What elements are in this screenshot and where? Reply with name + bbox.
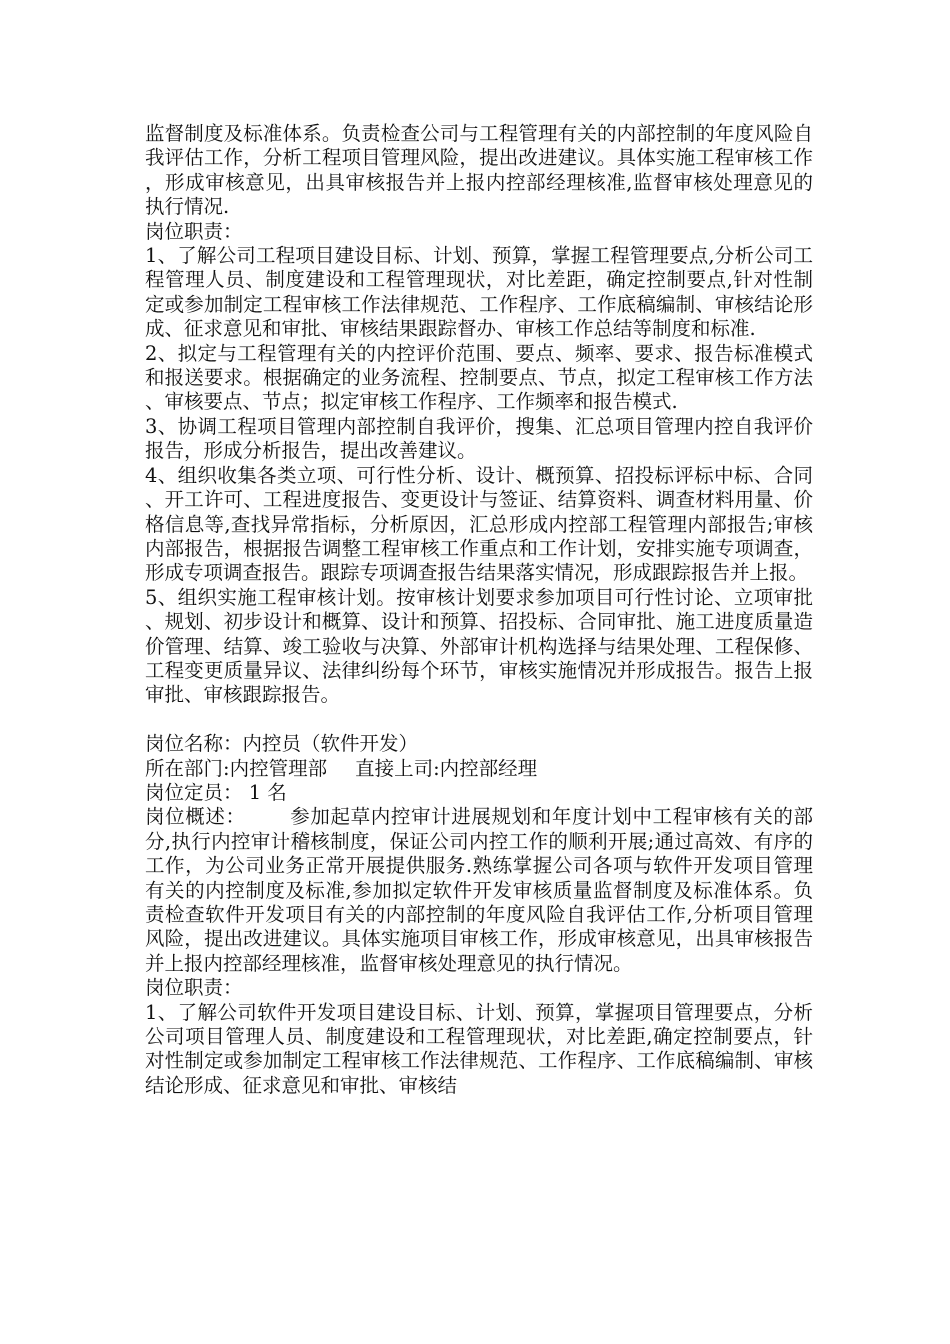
section1-duty-4: 4、组织收集各类立项、可行性分析、设计、概预算、招投标评标中标、合同、开工许可、工程进度报告、变更设计与签证、结算资料、调查材料用量、价格信息等,查找异常指标，分析原因，汇总形成内控部工程管理内部报告;审核内部报告，根据报告调整工程审核工作重点和工作计划，安排实施专项调查，形成专项调查报告。跟踪专项调查报告结果落实情况，形成跟踪报告并上报。 [145, 463, 813, 585]
section1-duty-3: 3、协调工程项目管理内部控制自我评价，搜集、汇总项目管理内控自我评价报告，形成分析报告，提出改善建议。 [145, 414, 813, 463]
job-summary [145, 805, 813, 976]
department-line [145, 757, 813, 781]
summary-text: 参加起草内控审计进展规划和年度计划中工程审核有关的部分,执行内控审计稽核制度，保证公司内控工作的顺利开展;通过高效、有序的工作，为公司业务正常开展提供服务.熟练掌握公司各项与软件开发项目管理有关的内控制度及标准,参加拟定软件开发审核质量监督制度及标准体系。负责检查软件开发项目有关的内部控制的年度风险自我评估工作,分析项目管理风险，提出改进建议。具体实施项目审核工作，形成审核意见，出具审核报告并上报内控部经理核准，监督审核处理意见的执行情况。 [145, 805, 813, 975]
section2-duty-1: 1、了解公司软件开发项目建设目标、计划、预算，掌握项目管理要点，分析公司项目管理人员、制度建设和工程管理现状，对比差距,确定控制要点，针对性制定或参加制定工程审核工作法律规范、工作程序、工作底稿编制、审核结论形成、征求意见和审批、审核结 [145, 1000, 813, 1097]
headcount-line: 岗位定员： 1 名 [145, 780, 287, 804]
summary-label: 岗位概述： [145, 805, 246, 829]
job-title-line: 岗位名称：内控员（软件开发） [145, 732, 419, 756]
blank-line [145, 708, 813, 732]
department-label: 所在部门:内控管理部 [145, 756, 328, 780]
section2-duties-label: 岗位职责： [145, 976, 243, 1000]
section1-duty-2: 2、拟定与工程管理有关的内控评价范围、要点、频率、要求、报告标准模式和报送要求。根据确定的业务流程、控制要点、节点，拟定工程审核工作方法、审核要点、节点；拟定审核工作程序、工作频率和报告模式. [145, 341, 813, 414]
section1-duty-5: 5、组织实施工程审核计划。按审核计划要求参加项目可行性讨论、立项审批、规划、初步设计和概算、设计和预算、招投标、合同审批、施工进度质量造价管理、结算、竣工验收与决算、外部审计机构选择与结果处理、工程保修、工程变更质量异议、法律纠纷每个环节，审核实施情况并形成报告。报告上报审批、审核跟踪报告。 [145, 585, 813, 707]
document-body [145, 122, 813, 1098]
section1-intro: 监督制度及标准体系。负责检查公司与工程管理有关的内部控制的年度风险自我评估工作，分析工程项目管理风险，提出改进建议。具体实施工程审核工作，形成审核意见，出具审核报告并上报内控部经理核准,监督审核处理意见的执行情况. [145, 122, 813, 219]
section1-duties-label: 岗位职责： [145, 219, 243, 243]
section1-duty-1: 1、了解公司工程项目建设目标、计划、预算，掌握工程管理要点,分析公司工程管理人员、制度建设和工程管理现状，对比差距，确定控制要点,针对性制定或参加制定工程审核工作法律规范、工作程序、工作底稿编制、审核结论形成、征求意见和审批、审核结果跟踪督办、审核工作总结等制度和标准. [145, 244, 813, 341]
supervisor-label: 直接上司:内控部经理 [355, 756, 538, 780]
